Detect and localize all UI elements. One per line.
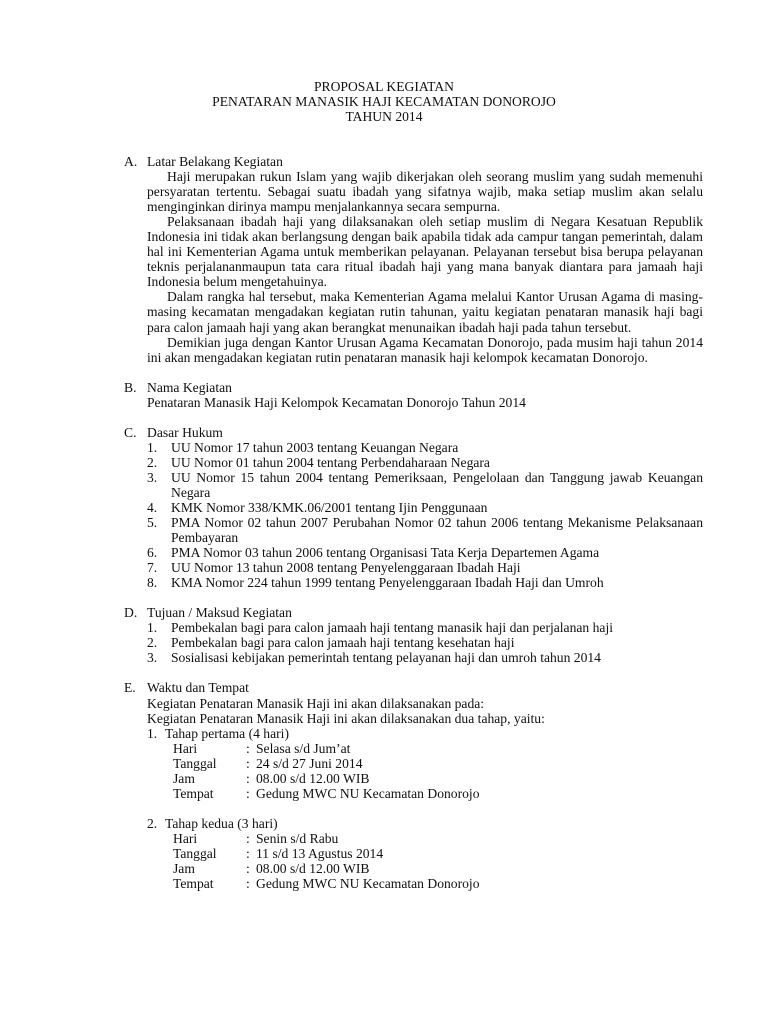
row-label: Tanggal: [173, 845, 217, 861]
row-value: Senin s/d Rabu: [256, 830, 339, 846]
list-number: 3.: [147, 650, 158, 666]
schedule-row: [0, 831, 768, 846]
section-letter: E.: [124, 680, 136, 696]
list-item: [147, 575, 703, 591]
section-letter: D.: [124, 605, 138, 621]
row-separator: :: [246, 876, 250, 892]
section-nama-kegiatan: [0, 380, 768, 410]
stage-number: 2.: [147, 815, 158, 831]
row-value: Gedung MWC NU Kecamatan Donorojo: [256, 785, 480, 801]
legal-basis-list: [0, 440, 768, 590]
list-text: UU Nomor 01 tahun 2004 tentang Perbendaharaan Negara: [171, 454, 490, 470]
objectives-list: [0, 620, 768, 665]
list-item: [147, 515, 703, 546]
section-letter: B.: [124, 379, 137, 395]
schedule-row: [0, 771, 768, 786]
section-tujuan: [0, 605, 768, 665]
list-number: 1.: [147, 620, 158, 636]
section-title: Dasar Hukum: [147, 424, 223, 440]
section-heading: [0, 380, 768, 395]
stage-block: [0, 726, 768, 801]
row-label: Jam: [173, 770, 195, 786]
row-separator: :: [246, 785, 250, 801]
row-label: Hari: [173, 740, 198, 756]
section-heading: [0, 680, 768, 695]
row-label: Jam: [173, 860, 195, 876]
list-text: UU Nomor 13 tahun 2008 tentang Penyelenggaraan Ibadah Haji: [171, 560, 521, 576]
section-heading: [0, 425, 768, 440]
stage-heading: [0, 726, 768, 741]
list-text: UU Nomor 15 tahun 2004 tentang Pemeriksaan, Pengelolaan dan Tanggung jawab Keuangan Negara: [171, 469, 703, 500]
row-label: Tempat: [173, 876, 214, 892]
row-separator: :: [246, 830, 250, 846]
list-number: 3.: [147, 469, 158, 485]
section-title: Latar Belakang Kegiatan: [147, 154, 283, 169]
list-item: [147, 545, 703, 561]
row-separator: :: [246, 770, 250, 786]
section-dasar-hukum: [0, 425, 768, 591]
section-latar-belakang: [0, 154, 768, 365]
schedule-intro: Kegiatan Penataran Manasik Haji ini akan dilaksanakan dua tahap, yaitu:: [147, 710, 545, 726]
row-label: Hari: [173, 830, 198, 846]
list-item: [147, 650, 703, 666]
list-item: [147, 560, 703, 576]
schedule-row: [0, 756, 768, 771]
list-text: Sosialisasi kebijakan pemerintah tentang pelayanan haji dan umroh tahun 2014: [171, 650, 601, 666]
row-value: 08.00 s/d 12.00 WIB: [256, 860, 370, 876]
row-value: 24 s/d 27 Juni 2014: [256, 755, 363, 771]
list-item: [147, 439, 703, 455]
section-title: Tujuan / Maksud Kegiatan: [147, 605, 292, 621]
schedule-row: [0, 846, 768, 861]
paragraph: Haji merupakan rukun Islam yang wajib dikerjakan oleh seorang muslim yang sudah memenuhi persyaratan tertentu. Sebagai suatu ibadah yang sifatnya wajib, maka setiap muslim akan selalu menginginkan dirinya mampu menjalankannya secara sempurna.: [147, 169, 703, 215]
list-item: [147, 499, 703, 515]
stage-title: Tahap kedua (3 hari): [165, 815, 278, 831]
header-year: TAHUN 2014: [345, 109, 423, 125]
schedule-row: [0, 786, 768, 801]
paragraph: Dalam rangka hal tersebut, maka Kementerian Agama melalui Kantor Urusan Agama di masing-masing kecamatan mengadakan kegiatan rutin tahunan, yaitu kegiatan penataran manasik haji bagi para calon jamaah haji yang akan berangkat menunaikan ibadah haji pada tahun tersebut.: [147, 289, 703, 335]
row-separator: :: [246, 755, 250, 771]
list-number: 8.: [147, 575, 158, 591]
list-text: Pembekalan bagi para calon jamaah haji tentang kesehatan haji: [171, 635, 515, 651]
schedule-intro: Kegiatan Penataran Manasik Haji ini akan dilaksanakan pada:: [147, 695, 485, 711]
row-separator: :: [246, 740, 250, 756]
spacer: [0, 801, 768, 816]
row-value: 08.00 s/d 12.00 WIB: [256, 770, 370, 786]
list-number: 2.: [147, 635, 158, 651]
document-header: [0, 79, 768, 124]
list-text: KMK Nomor 338/KMK.06/2001 tentang Ijin Penggunaan: [171, 499, 488, 515]
list-item: [147, 620, 703, 636]
section-letter: C.: [124, 424, 137, 440]
section-waktu-tempat: [0, 680, 768, 891]
row-label: Tempat: [173, 785, 214, 801]
list-item: [147, 635, 703, 651]
row-value: Gedung MWC NU Kecamatan Donorojo: [256, 876, 480, 892]
section-title: Waktu dan Tempat: [147, 680, 249, 696]
section-heading: [0, 605, 768, 620]
list-number: 2.: [147, 454, 158, 470]
list-number: 7.: [147, 560, 158, 576]
schedule-row: [0, 741, 768, 756]
list-text: PMA Nomor 02 tahun 2007 Perubahan Nomor 02 tahun 2006 tentang Mekanisme Pelaksanaan Pembayaran: [171, 515, 703, 546]
paragraph: Pelaksanaan ibadah haji yang dilaksanakan oleh setiap muslim di Negara Kesatuan Republik Indonesia ini tidak akan berlangsung dengan baik apabila tidak ada campur tangan pemerintah, dalam hal ini Kementerian Agama untuk memberikan pelayanan. Pelayanan tersebut bisa berupa pelayanan teknis perjalananmaupun tata cara ritual ibadah haji yang mana banyak diantara para jamaah haji Indonesia belum mengetahuinya.: [147, 214, 703, 290]
list-text: PMA Nomor 03 tahun 2006 tentang Organisasi Tata Kerja Departemen Agama: [171, 545, 600, 561]
list-number: 4.: [147, 499, 158, 515]
stage-heading: [0, 816, 768, 831]
schedule-row: [0, 876, 768, 891]
list-number: 6.: [147, 545, 158, 561]
section-title: Nama Kegiatan: [147, 379, 232, 395]
schedule-row: [0, 861, 768, 876]
paragraph: Demikian juga dengan Kantor Urusan Agama Kecamatan Donorojo, pada musim haji tahun 2014 ini akan mengadakan kegiatan rutin penataran manasik haji kelompok kecamatan Donorojo.: [147, 334, 703, 365]
list-text: KMA Nomor 224 tahun 1999 tentang Penyelenggaraan Ibadah Haji dan Umroh: [171, 575, 604, 591]
stage-title: Tahap pertama (4 hari): [165, 725, 289, 741]
row-label: Tanggal: [173, 755, 217, 771]
list-text: UU Nomor 17 tahun 2003 tentang Keuangan Negara: [171, 439, 459, 455]
activity-name: Penataran Manasik Haji Kelompok Kecamatan Donorojo Tahun 2014: [147, 394, 526, 410]
document-body: [0, 154, 768, 906]
row-value: Selasa s/d Jum’at: [256, 740, 351, 756]
stage-number: 1.: [147, 725, 158, 741]
list-item: [147, 454, 703, 470]
stage-block: [0, 816, 768, 891]
row-value: 11 s/d 13 Agustus 2014: [256, 845, 384, 861]
section-letter: A.: [124, 154, 138, 169]
header-title: PROPOSAL KEGIATAN: [313, 79, 455, 94]
header-subtitle: PENATARAN MANASIK HAJI KECAMATAN DONOROJO: [212, 94, 556, 110]
section-heading: [0, 154, 768, 169]
list-number: 5.: [147, 515, 158, 531]
list-text: Pembekalan bagi para calon jamaah haji tentang manasik haji dan perjalanan haji: [171, 620, 613, 636]
list-number: 1.: [147, 439, 158, 455]
list-item: [147, 469, 703, 500]
row-separator: :: [246, 860, 250, 876]
row-separator: :: [246, 845, 250, 861]
